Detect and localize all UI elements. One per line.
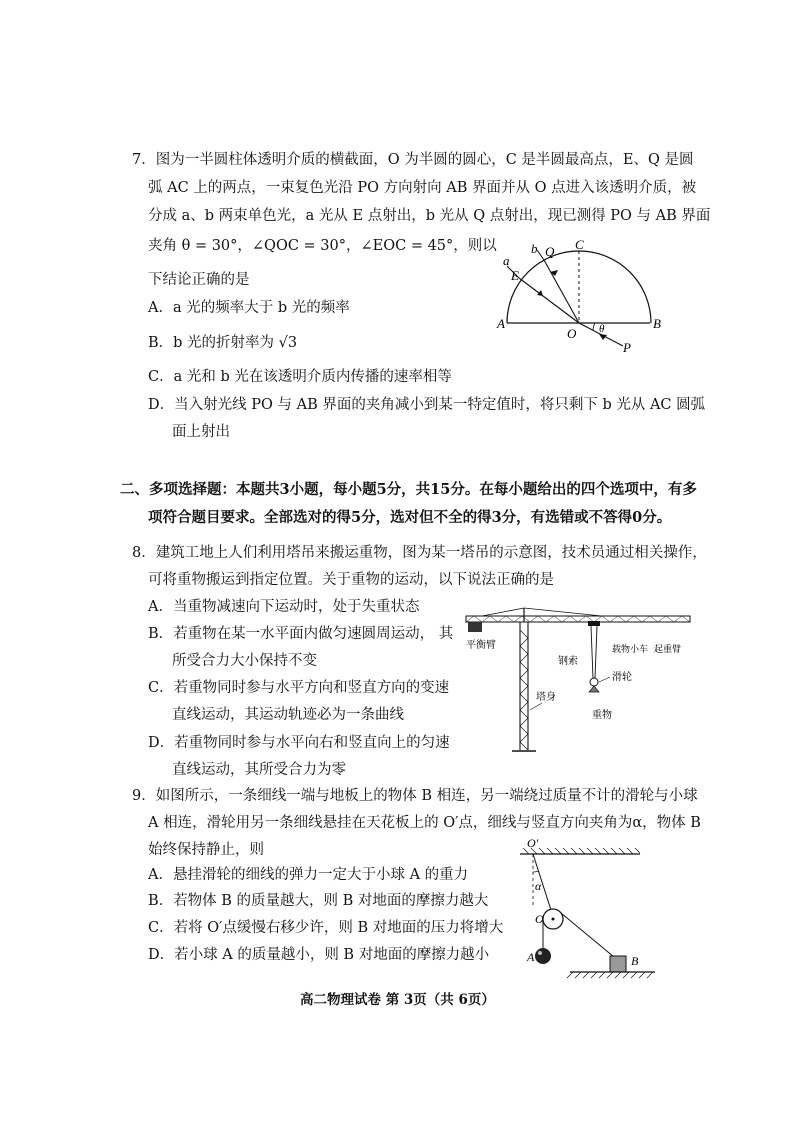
q7-line-1: 7．图为一半圆柱体透明介质的横截面，O 为半圆的圆心，C 是半圆最高点，E、Q 是圆 (132, 152, 694, 168)
label-b-point: B (653, 316, 661, 331)
page-footer: 高二物理试卷 第 3页（共 6页） (300, 992, 495, 1008)
q8-option-a: A．当重物减速向下运动时，处于失重状态 (148, 599, 420, 615)
semicircle-figure (495, 238, 680, 358)
label-tower: 塔身 (536, 692, 556, 703)
counterweight (468, 622, 482, 632)
label-alpha: α (535, 879, 542, 893)
label-q: Q (545, 244, 555, 259)
trolley (588, 621, 600, 626)
label-jib: 起重臂 (654, 644, 682, 654)
label-b: b (531, 241, 538, 256)
ray-a (519, 278, 579, 323)
block-b (610, 956, 626, 972)
q8-line-2: 可将重物搬运到指定位置。关于重物的运动，以下说法正确的是 (148, 572, 554, 588)
label-load: 重物 (592, 710, 612, 721)
ray-b (544, 260, 579, 323)
q9-option-b: B．若物体 B 的质量越大，则 B 对地面的摩擦力越大 (148, 893, 489, 909)
label-o: O (567, 326, 577, 341)
q7-line-4: 夹角 θ = 30°，∠QOC = 30°，∠EOC = 45°，则以 (148, 238, 497, 254)
q9-line-1: 9．如图所示，一条细线一端与地板上的物体 B 相连，另一端绕过质量不计的滑轮与小球 (132, 788, 698, 804)
q8-option-c: C．若重物同时参与水平方向和竖直方向的变速 (148, 680, 450, 696)
q9-option-d: D．若小球 A 的质量越小，则 B 对地面的摩擦力越小 (148, 947, 490, 963)
q7-line-3: 分成 a、b 两束单色光，a 光从 E 点射出，b 光从 Q 点射出，现已测得 PO 与 AB 界面 (148, 208, 711, 224)
ball-a (535, 948, 551, 964)
label-theta: θ (599, 323, 605, 335)
pulley-figure (515, 838, 675, 988)
section2-line-2: 项符合题目要求。全部选对的得5分，选对但不全的得3分，有选错或不答得0分。 (148, 509, 672, 526)
label-counter-arm: 平衡臂 (466, 640, 496, 651)
tower-lattice (520, 630, 528, 750)
q7-option-a: A．a 光的频率大于 b 光的频率 (148, 300, 350, 316)
cable-right (595, 626, 597, 678)
q8-option-b-cont: 所受合力大小保持不变 (172, 653, 317, 669)
q9-option-c: C．若将 O′点缓慢右移少许，则 B 对地面的压力将增大 (148, 920, 504, 936)
q8-option-c-cont: 直线运动，其运动轨迹必为一条曲线 (172, 707, 404, 723)
tower-crane-figure (462, 600, 694, 760)
label-trolley: 载物小车 (612, 644, 649, 654)
q9-line-2: A 相连，滑轮用另一条细线悬挂在天花板上的 O′点，细线与竖直方向夹角为α，物体 B (148, 815, 701, 831)
cable-left (591, 626, 593, 678)
label-a: a (503, 253, 510, 268)
q9-line-3: 始终保持静止，则 (148, 842, 264, 858)
label-c: C (575, 238, 584, 252)
q9-option-a: A．悬挂滑轮的细线的弹力一定大于小球 A 的重力 (148, 867, 469, 883)
section2-line-1: 二、多项选择题：本题共3小题，每小题5分，共15分。在每小题给出的四个选项中，有多 (120, 481, 697, 498)
theta-arc (593, 323, 595, 330)
q8-option-b: B．若重物在某一水平面内做匀速圆周运动， 其 (148, 626, 454, 642)
q7-option-d-cont: 面上射出 (172, 424, 230, 440)
q8-option-d: D．若重物同时参与水平向右和竖直向上的匀速 (148, 735, 450, 751)
string-to-block (561, 913, 620, 962)
label-o: O (535, 912, 544, 926)
label-cable: 钢索 (558, 656, 578, 667)
label-o-prime: O′ (527, 838, 539, 850)
load-block (589, 686, 599, 692)
ceiling-hatch (523, 848, 640, 854)
q8-line-1: 8．建筑工地上人们利用塔吊来搬运重物，图为某一塔吊的示意图，技术员通过相关操作， (132, 545, 707, 561)
label-ball-a: A (527, 950, 535, 964)
ground-hatch (567, 972, 653, 978)
q7-option-b: B．b 光的折射率为 √3 (148, 335, 298, 351)
ray-b-exit (537, 250, 544, 260)
label-e: E (511, 268, 519, 283)
q7-line-5: 下结论正确的是 (148, 272, 250, 288)
pulley-wheel (590, 678, 598, 686)
q7-line-2: 弧 AC 上的两点，一束复色光沿 PO 方向射向 AB 界面并从 O 点进入该透明介质，被 (148, 180, 697, 196)
label-pulley: 滑轮 (612, 672, 632, 683)
label-a-point: A (497, 316, 505, 331)
ray-a-arrow (537, 290, 543, 296)
q7-option-c: C．a 光和 b 光在该透明介质内传播的速率相等 (148, 369, 452, 385)
q7-option-d: D．当入射光线 PO 与 AB 界面的夹角减小到某一特定值时，将只剩下 b 光从 AC 圆弧 (148, 397, 706, 413)
q8-option-d-cont: 直线运动，其所受合力为零 (172, 762, 346, 778)
label-block-b: B (631, 954, 639, 968)
label-p: P (623, 340, 631, 355)
